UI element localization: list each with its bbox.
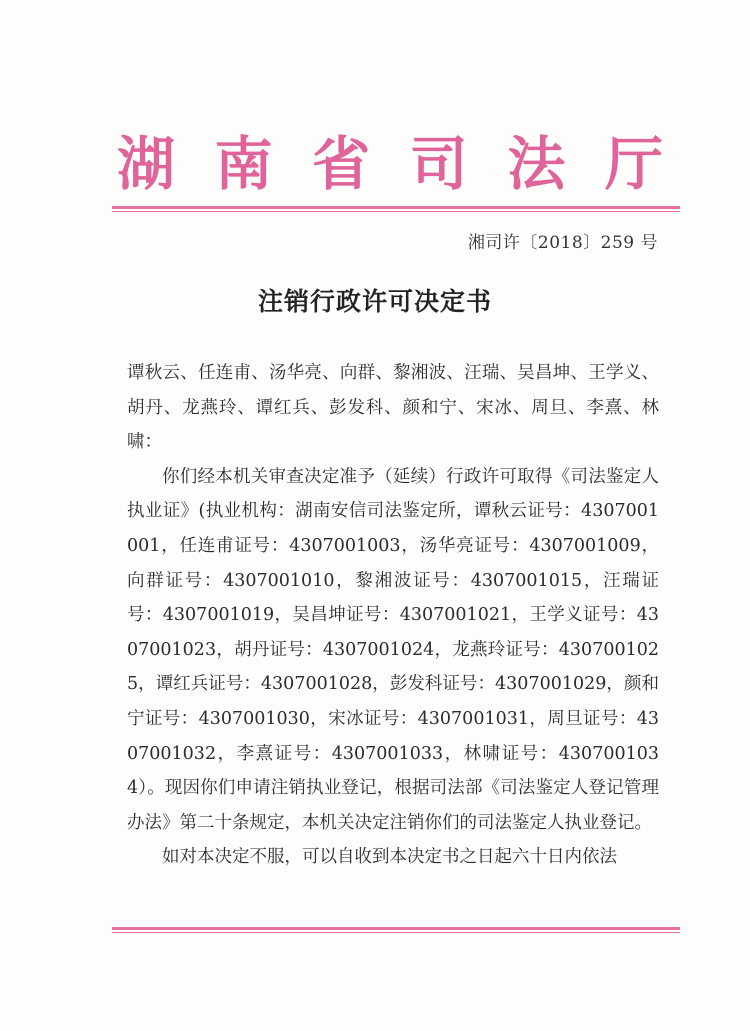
document-title: 注销行政许可决定书 [257, 287, 492, 316]
document-number: 湘司许〔2018〕259 号 [467, 233, 658, 253]
addressees: 谭秋云、任连甫、汤华亮、向群、黎湘波、汪瑞、吴昌坤、王学义、胡丹、龙燕玲、谭红兵、彭发科、颜和宁、宋冰、周旦、李熹、林啸： [127, 363, 659, 453]
body-paragraph: 你们经本机关审查决定准予（延续）行政许可取得《司法鉴定人执业证》(执业机构：湖南安信司法鉴定所，谭秋云证号：4307001001，任连甫证号：4307001003，汤华亮证号：4307001009，向群证号：4307001010，黎湘波证号：4307001015，汪瑞证号：4307001019，吴昌坤证号：4307001021，王学义证号：4307001023，胡丹证号：4307001024，龙燕玲证号：4307001025，谭红兵证号：4307001028，彭发科证号：4307001029，颜和宁证号：4307001030，宋冰证号：4307001031，周旦证号：4307001032，李熹证号：4307001033，林啸证号：4307001034）。现因你们申请注销执业登记，根据司法部《司法鉴定人登记管理办法》第二十条规定，本机关决定注销你们的司法鉴定人执业登记。 [127, 466, 659, 833]
document-body [127, 356, 659, 875]
body-paragraph: 如对本决定不服，可以自收到本决定书之日起六十日内依法 [162, 847, 617, 868]
footer-divider [112, 927, 680, 933]
issuer-char: 法 [507, 130, 566, 198]
issuer-char: 南 [214, 130, 273, 198]
issuer-char: 司 [409, 130, 468, 198]
header-divider [112, 206, 680, 212]
issuer-char: 省 [312, 130, 371, 198]
issuer-char: 湖 [116, 130, 175, 198]
issuer-header [110, 128, 670, 200]
issuer-char: 厅 [604, 130, 663, 198]
